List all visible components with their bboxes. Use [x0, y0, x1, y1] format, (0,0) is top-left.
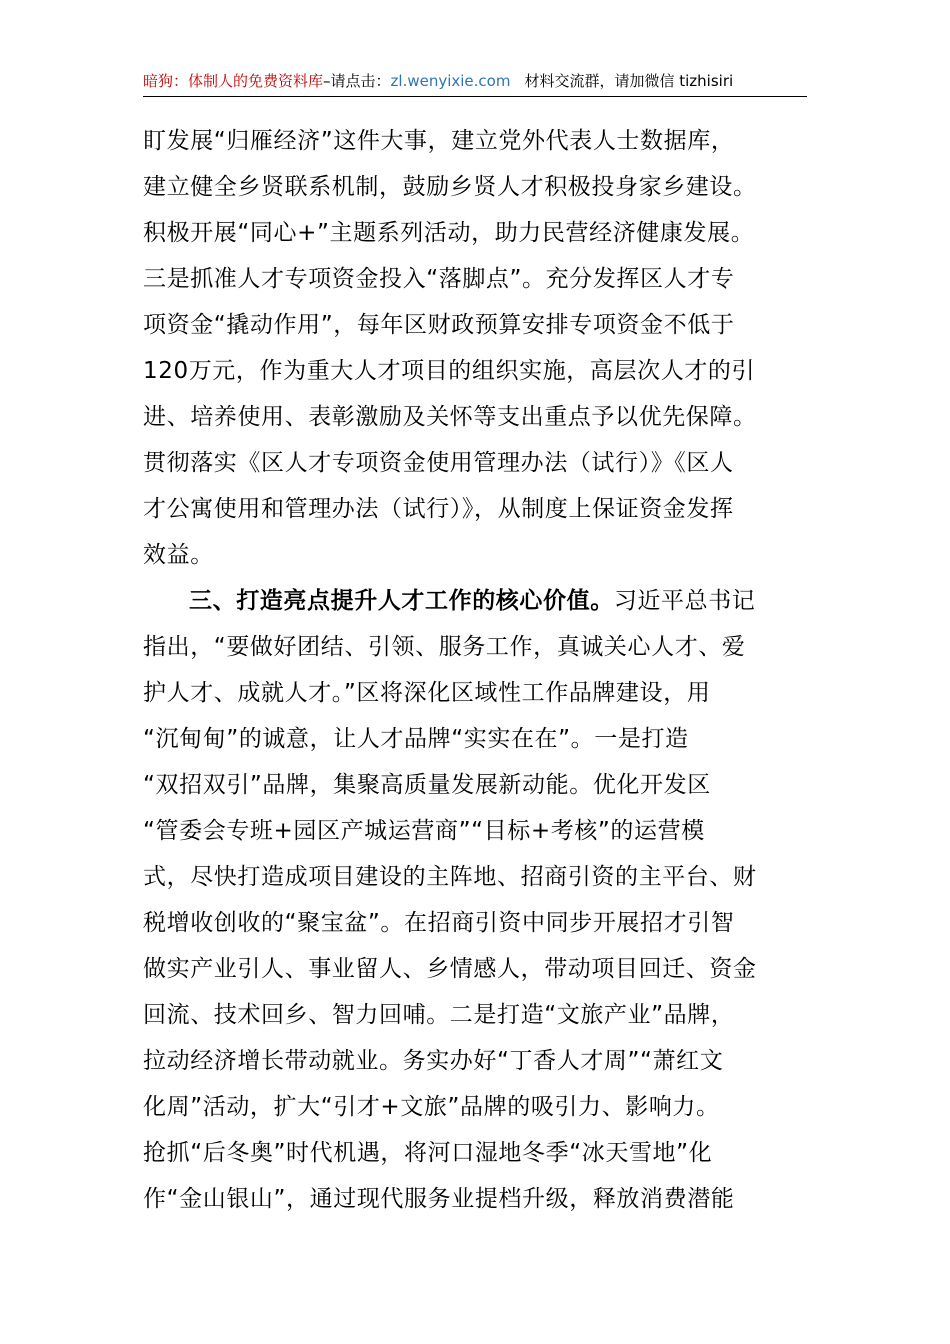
text-line: 积极开展“同心+”主题系列活动，助力民营经济健康发展。	[143, 220, 755, 246]
text-line: 盯发展“归雁经济”这件大事，建立党外代表人士数据库，	[143, 128, 735, 154]
section-heading: 三、打造亮点提升人才工作的核心价值。	[189, 588, 614, 614]
page-header	[143, 66, 807, 97]
text-line: 回流、技术回乡、智力回哺。二是打造“文旅产业”品牌，	[143, 1002, 735, 1028]
text-line: “沉甸甸”的诚意，让人才品牌“实实在在”。一是打造	[143, 726, 689, 752]
text-line: 式，尽快打造成项目建设的主阵地、招商引资的主平台、财	[143, 864, 757, 890]
header-link[interactable]: zl.wenyixie.com	[390, 72, 511, 90]
text-line: 拉动经济增长带动就业。务实办好“丁香人才周”“萧红文	[143, 1048, 724, 1074]
header-wechat: 材料交流群，请加微信 tizhisiri	[524, 72, 734, 90]
text-line: 才公寓使用和管理办法（试行）》，从制度上保证资金发挥	[143, 496, 734, 522]
section-heading-rest: 习近平总书记	[613, 588, 756, 614]
text-line: 三是抓准人才专项资金投入“落脚点”。充分发挥区人才专	[143, 266, 735, 292]
text-line: 120万元，作为重大人才项目的组织实施，高层次人才的引	[143, 358, 756, 384]
text-line: 作“金山银山”，通过现代服务业提档升级，释放消费潜能	[143, 1186, 735, 1212]
text-line: 建立健全乡贤联系机制，鼓励乡贤人才积极投身家乡建设。	[143, 174, 757, 200]
text-line: 效益。	[143, 542, 214, 568]
text-line: 化周”活动，扩大“引才+文旅”品牌的吸引力、影响力。	[143, 1094, 720, 1120]
text-line: 指出，“要做好团结、引领、服务工作，真诚关心人才、爱	[143, 634, 746, 660]
header-prompt: –请点击：	[323, 72, 391, 90]
text-line: 项资金“撬动作用”，每年区财政预算安排专项资金不低于	[143, 312, 735, 338]
body-text	[143, 118, 807, 1222]
text-line: “双招双引”品牌，集聚高质量发展新动能。优化开发区	[143, 772, 711, 798]
text-line: 进、培养使用、表彰激励及关怀等支出重点予以优先保障。	[143, 404, 757, 430]
text-line: “管委会专班+园区产城运营商”“目标+考核”的运营模	[143, 818, 705, 844]
header-brand: 暗狗：体制人的免费资料库	[143, 72, 324, 90]
text-line: 税增收创收的“聚宝盆”。在招商引资中同步开展招才引智	[143, 910, 735, 936]
text-line: 做实产业引人、事业留人、乡情感人，带动项目回迁、资金	[143, 956, 757, 982]
text-line: 贯彻落实《区人才专项资金使用管理办法（试行）》《区人	[143, 450, 734, 476]
text-line: 护人才、成就人才。”区将深化区域性工作品牌建设，用	[143, 680, 711, 706]
text-line: 抢抓“后冬奥”时代机遇，将河口湿地冬季“冰天雪地”化	[143, 1140, 713, 1166]
section-heading-line	[143, 578, 807, 624]
